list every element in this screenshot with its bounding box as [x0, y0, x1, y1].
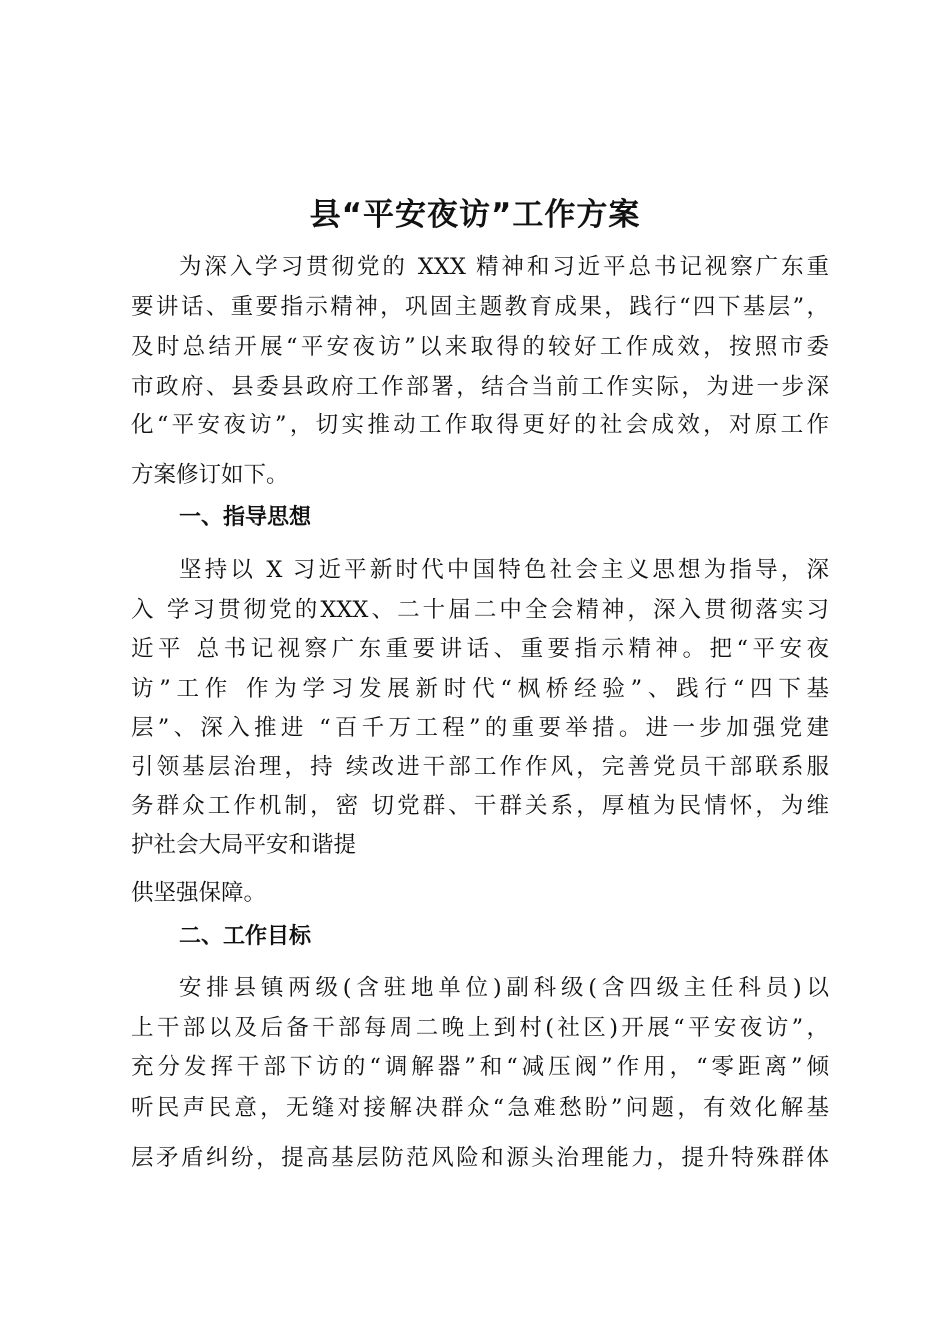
- section1-line-5: 层”、深入推进 “百千万工程”的重要举措。进一步加强党建: [131, 715, 829, 741]
- section2-line-1: 安排县镇两级(含驻地单位)副科级(含四级主任科员)以: [179, 975, 829, 1001]
- intro-line-3: 及时总结开展“平安夜访”以来取得的较好工作成效，按照市委: [131, 334, 829, 360]
- section2-line-3: 充分发挥干部下访的“调解器”和“减压阀”作用，“零距离”倾: [131, 1054, 829, 1080]
- section-heading-work-goals: 二、工作目标: [179, 924, 312, 949]
- section1-line-8: 护社会大局平安和谐提: [131, 832, 357, 858]
- section1-line-1: 坚持以 X 习近平新时代中国特色社会主义思想为指导，深: [179, 557, 829, 583]
- section1-line-2: 入 学习贯彻党的XXX、二十届二中全会精神，深入贯彻落实习: [131, 597, 829, 623]
- intro-line-6: 方案修订如下。: [131, 462, 289, 488]
- section1-line-6: 引领基层治理，持 续改进干部工作作风，完善党员干部联系服: [131, 754, 829, 780]
- section1-line-9: 供坚强保障。: [131, 880, 267, 906]
- intro-line-4: 市政府、县委县政府工作部署，结合当前工作实际，为进一步深: [131, 374, 829, 400]
- intro-line-2: 要讲话、重要指示精神，巩固主题教育成果，践行“四下基层”，: [131, 294, 829, 320]
- section1-line-4: 访”工作 作为学习发展新时代“枫桥经验”、践行“四下基: [131, 676, 829, 702]
- section1-line-3: 近平 总书记视察广东重要讲话、重要指示精神。把“平安夜: [131, 636, 829, 662]
- section-heading-guiding-ideology: 一、指导思想: [179, 505, 312, 530]
- document-title: 县“平安夜访”工作方案: [309, 197, 641, 233]
- section1-line-7: 务群众工作机制，密 切党群、干群关系，厚植为民情怀，为维: [131, 793, 829, 819]
- section2-line-2: 上干部以及后备干部每周二晚上到村(社区)开展“平安夜访”，: [131, 1015, 829, 1041]
- section2-line-4: 听民声民意，无缝对接解决群众“急难愁盼”问题，有效化解基: [131, 1095, 829, 1121]
- section2-line-5: 层矛盾纠纷，提高基层防范风险和源头治理能力，提升特殊群体: [131, 1145, 829, 1171]
- intro-line-1: 为深入学习贯彻党的 XXX 精神和习近平总书记视察广东重: [179, 254, 829, 280]
- intro-line-5: 化“平安夜访”，切实推动工作取得更好的社会成效，对原工作: [131, 412, 829, 438]
